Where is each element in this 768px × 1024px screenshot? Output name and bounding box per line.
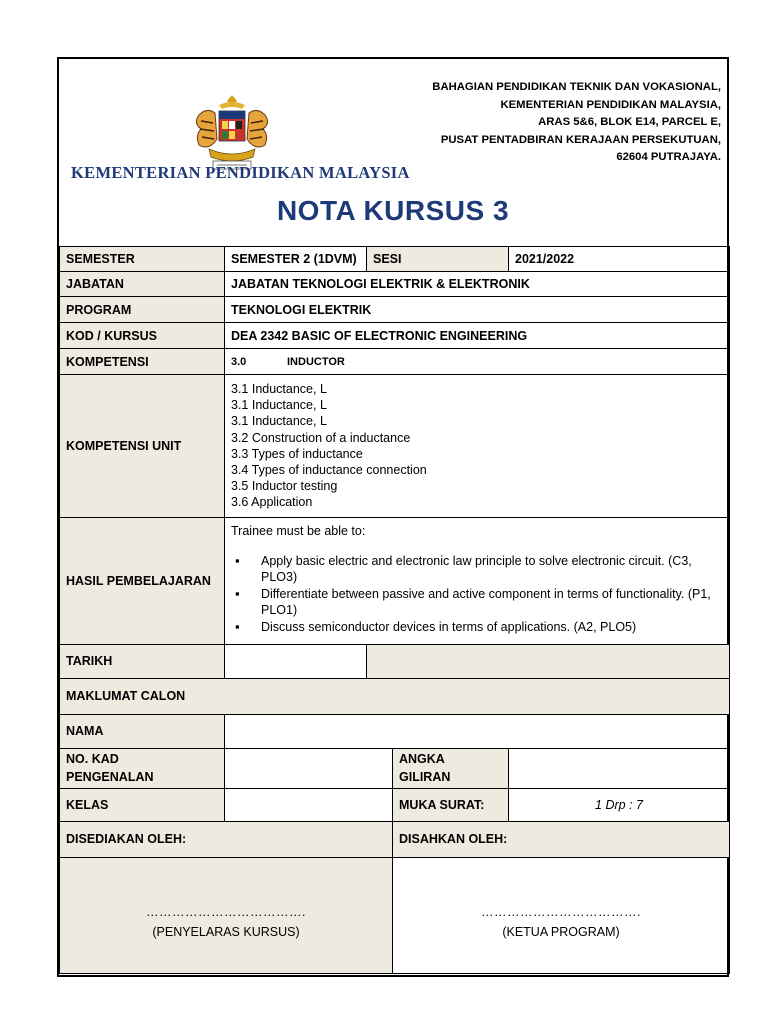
angka-label: [393, 748, 509, 788]
ic-angka-row: [60, 748, 730, 788]
unit-item: 3.5 Inductor testing: [231, 479, 338, 494]
kod-kursus-row: [60, 323, 730, 349]
tarikh-label: TARIKH: [60, 644, 225, 678]
unit-item: 3.6 Application: [231, 495, 313, 510]
kod-kursus-value: DEA 2342 BASIC OF ELECTRONIC ENGINEERING: [225, 323, 730, 349]
angka-label-line: ANGKA: [399, 752, 445, 767]
unit-item: 3.2 Construction of a inductance: [231, 430, 411, 445]
course-info-table: [59, 246, 730, 974]
hasil-pembelajaran-label: HASIL PEMBELAJARAN: [60, 517, 225, 644]
hasil-item: ▪ Differentiate between passive and active component in terms of functionality. (P1, PLO1): [261, 586, 723, 619]
disahkan-label: DISAHKAN OLEH:: [393, 821, 730, 857]
document-frame: [57, 57, 729, 977]
kompetensi-number: 3.0: [231, 355, 247, 368]
document-title: NOTA KURSUS 3: [276, 195, 510, 226]
ic-field[interactable]: [225, 748, 393, 788]
semester-value: SEMESTER 2 (1DVM): [225, 247, 367, 272]
semester-label: SEMESTER: [60, 247, 225, 272]
program-row: [60, 297, 730, 323]
ministry-name: KEMENTERIAN PENDIDIKAN MALAYSIA: [71, 163, 410, 182]
semester-row: [60, 247, 730, 272]
nama-label: NAMA: [60, 714, 225, 748]
muka-surat-label: MUKA SURAT:: [393, 788, 509, 821]
document-header: [59, 59, 727, 246]
signature-line: ……………………………….: [481, 904, 641, 919]
kelas-row: [60, 788, 730, 821]
prepared-role: (PENYELARAS KURSUS): [152, 924, 300, 939]
kod-kursus-label: KOD / KURSUS: [60, 323, 225, 349]
tarikh-row: [60, 644, 730, 678]
unit-item: 3.4 Types of inductance connection: [231, 463, 427, 478]
address-line: BAHAGIAN PENDIDIKAN TEKNIK DAN VOKASIONAL,: [432, 81, 721, 93]
ic-label: [60, 748, 225, 788]
kompetensi-title: INDUCTOR: [287, 355, 345, 368]
signature-row: [60, 857, 730, 973]
tarikh-blank: [367, 644, 730, 678]
hasil-pembelajaran-row: [60, 517, 730, 644]
hasil-list: [231, 553, 723, 635]
signoff-label-row: [60, 821, 730, 857]
nama-field[interactable]: [225, 714, 730, 748]
address-line: 62604 PUTRAJAYA.: [616, 151, 721, 164]
address-line: PUSAT PENTADBIRAN KERAJAAN PERSEKUTUAN,: [440, 133, 721, 146]
kelas-field[interactable]: [225, 788, 393, 821]
kompetensi-unit-row: [60, 375, 730, 518]
muka-surat-value: 1 Drp : 7: [509, 788, 730, 821]
program-value: TEKNOLOGI ELEKTRIK: [225, 297, 730, 323]
signature-line: ……………………………….: [146, 904, 306, 919]
maklumat-calon-row: [60, 678, 730, 714]
kelas-label: KELAS: [60, 788, 225, 821]
maklumat-calon-label: MAKLUMAT CALON: [60, 678, 730, 714]
hasil-item: ▪ Discuss semiconductor devices in terms of applications. (A2, PLO5): [261, 619, 723, 635]
sesi-label: SESI: [367, 247, 509, 272]
hasil-intro: Trainee must be able to:: [231, 523, 366, 538]
ic-label-line: NO. KAD: [66, 752, 119, 767]
program-label: PROGRAM: [60, 297, 225, 323]
address-line: KEMENTERIAN PENDIDIKAN MALAYSIA,: [500, 98, 721, 111]
jabatan-value: JABATAN TEKNOLOGI ELEKTRIK & ELEKTRONIK: [225, 272, 730, 297]
kompetensi-row: [60, 349, 730, 375]
disediakan-label: DISEDIAKAN OLEH:: [60, 821, 393, 857]
hasil-pembelajaran-content: [225, 517, 730, 644]
approved-signature: [393, 857, 730, 973]
kompetensi-unit-label: KOMPETENSI UNIT: [60, 375, 225, 518]
unit-item: 3.1 Inductance, L: [231, 414, 327, 429]
hasil-item: ▪ Apply basic electric and electronic law principle to solve electronic circuit. (C3, PLO3): [261, 553, 723, 586]
jabatan-row: [60, 272, 730, 297]
address-line: ARAS 5&6, BLOK E14, PARCEL E,: [538, 116, 721, 129]
jabatan-label: JABATAN: [60, 272, 225, 297]
kompetensi-value-cell: [225, 349, 730, 375]
prepared-signature: [60, 857, 393, 973]
angka-label-line: GILIRAN: [399, 770, 451, 785]
tarikh-value[interactable]: [225, 644, 367, 678]
unit-item: 3.1 Inductance, L: [231, 398, 327, 413]
nama-row: [60, 714, 730, 748]
approved-role: (KETUA PROGRAM): [502, 924, 620, 939]
sesi-value: 2021/2022: [509, 247, 730, 272]
angka-field[interactable]: [509, 748, 730, 788]
ic-label-line: PENGENALAN: [66, 770, 154, 785]
unit-item: 3.3 Types of inductance: [231, 446, 363, 461]
kompetensi-label: KOMPETENSI: [60, 349, 225, 375]
ministry-address: [432, 79, 721, 167]
kompetensi-unit-list: [225, 375, 730, 518]
unit-item: 3.1 Inductance, L: [231, 382, 327, 396]
